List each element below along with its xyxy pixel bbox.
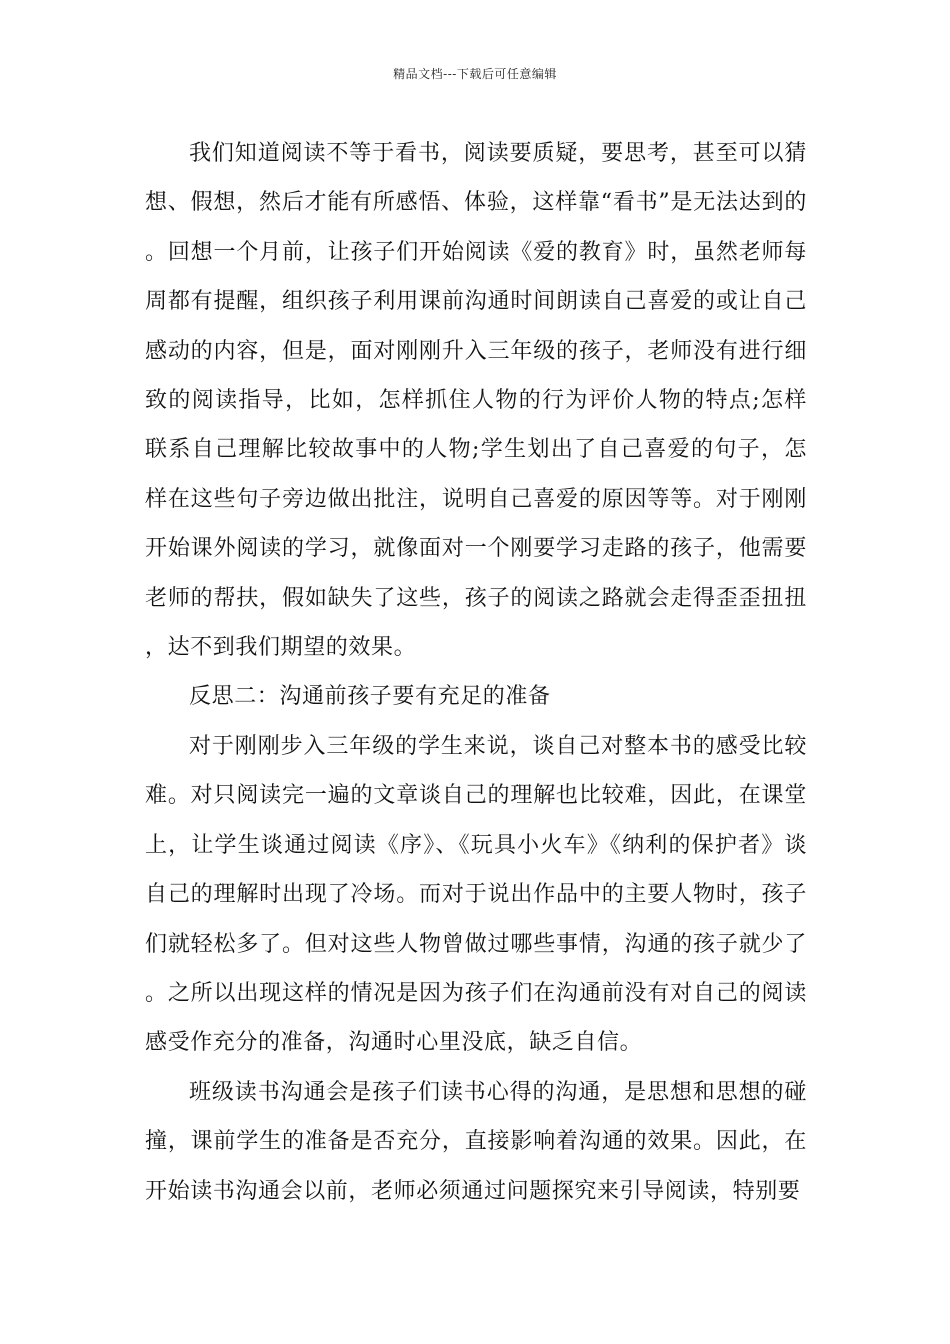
section-heading-reflection-two: 反思二：沟通前孩子要有充足的准备 (189, 684, 551, 710)
paragraph-preparation: 对于刚刚步入三年级的学生来说，谈自己对整本书的感受比较难。对只阅读完一遍的文章谈自己的理解也比较难，因此，在课堂上，让学生谈通过阅读《序》、《玩具小火车》《纳利的保护者》谈自己的理解时出现了冷场。而对于说出作品中的主要人物时，孩子们就轻松多了。但对这些人物曾做过哪些事情，沟通的孩子就少了。之所以出现这样的情况是因为孩子们在沟通前没有对自己的阅读感受作充分的准备，沟通时心里没底，缺乏自信。 (145, 733, 807, 1056)
paragraph-reading-guidance: 我们知道阅读不等于看书，阅读要质疑，要思考，甚至可以猜想、假想，然后才能有所感悟、体验，这样靠“看书”是无法达到的。回想一个月前，让孩子们开始阅读《爱的教育》时，虽然老师每周都有提醒，组织孩子利用课前沟通时间朗读自己喜爱的或让自己感动的内容，但是，面对刚刚升入三年级的孩子，老师没有进行细致的阅读指导，比如，怎样抓住人物的行为评价人物的特点;怎样联系自己理解比较故事中的人物;学生划出了自己喜爱的句子，怎样在这些句子旁边做出批注，说明自己喜爱的原因等等。对于刚刚开始课外阅读的学习，就像面对一个刚要学习走路的孩子，他需要老师的帮扶，假如缺失了这些，孩子的阅读之路就会走得歪歪扭扭，达不到我们期望的效果。 (145, 141, 807, 661)
page-header: 精品文档---下载后可任意编辑 (393, 67, 557, 81)
paragraph-exchange-meeting: 班级读书沟通会是孩子们读书心得的沟通，是思想和思想的碰撞，课前学生的准备是否充分，直接影响着沟通的效果。因此，在开始读书沟通会以前，老师必须通过问题探究来引导阅读，特别要 (145, 1079, 807, 1204)
document-body (145, 129, 807, 1216)
